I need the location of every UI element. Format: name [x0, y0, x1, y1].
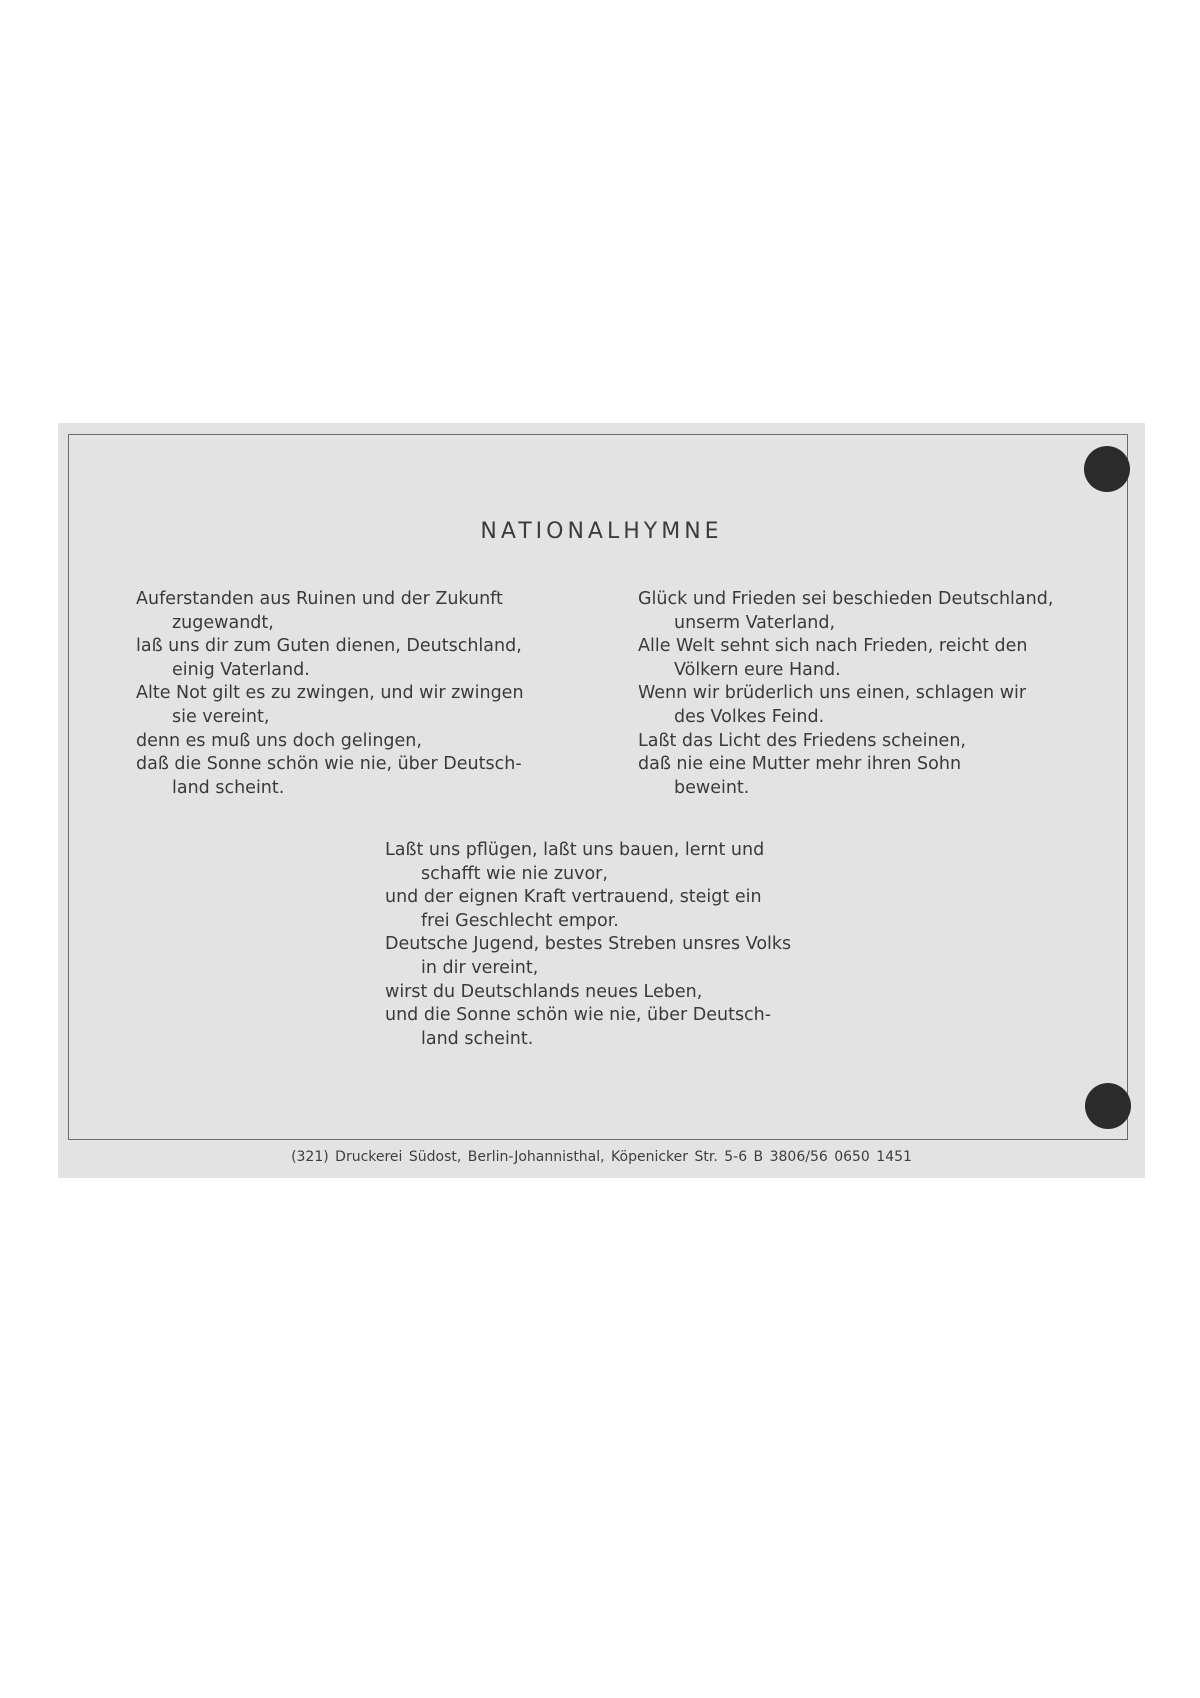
verse-line: und die Sonne schön wie nie, über Deutsch-	[385, 1005, 772, 1026]
verse-line: schafft wie nie zuvor,	[421, 863, 608, 884]
verse-line: laß uns dir zum Guten dienen, Deutschland,	[136, 636, 522, 657]
verse-line: Laßt uns pflügen, laßt uns bauen, lernt und	[385, 840, 765, 860]
verse-line: daß die Sonne schön wie nie, über Deutsch-	[136, 754, 522, 775]
verse-line: Alle Welt sehnt sich nach Frieden, reicht den	[638, 636, 1028, 657]
verse-line: Alte Not gilt es zu zwingen, und wir zwingen	[136, 683, 524, 704]
verse-line: sie vereint,	[172, 706, 270, 727]
verse-line: frei Geschlecht empor.	[421, 910, 619, 931]
verse-line: daß nie eine Mutter mehr ihren Sohn	[638, 754, 962, 775]
verse-line: Wenn wir brüderlich uns einen, schlagen wir	[638, 683, 1027, 704]
verse-line: land scheint.	[172, 777, 285, 798]
verse-line: Deutsche Jugend, bestes Streben unsres Volks	[385, 934, 792, 955]
page-title: NATIONALHYMNE	[480, 519, 723, 544]
stanza-right	[638, 588, 1053, 800]
verse-line: Auferstanden aus Ruinen und der Zukunft	[136, 589, 503, 609]
verse-line: beweint.	[674, 777, 750, 798]
verse-line: und der eignen Kraft vertrauend, steigt ein	[385, 887, 762, 908]
verse-line: denn es muß uns doch gelingen,	[136, 730, 422, 751]
verse-line: wirst du Deutschlands neues Leben,	[385, 981, 703, 1002]
verse-line: Glück und Frieden sei beschieden Deutschland,	[638, 589, 1054, 609]
verse-line: einig Vaterland.	[172, 659, 310, 680]
stanza-center	[385, 839, 791, 1051]
printer-imprint: (321) Druckerei Südost, Berlin-Johannisthal, Köpenicker Str. 5-6 B 3806/56 0650 1451	[291, 1149, 912, 1165]
verse-line: zugewandt,	[172, 612, 274, 633]
verse-line: des Volkes Feind.	[674, 706, 825, 727]
verse-line: unserm Vaterland,	[674, 612, 836, 633]
verse-line: land scheint.	[421, 1028, 534, 1049]
punch-hole-bottom	[1085, 1083, 1131, 1129]
punch-hole-top	[1084, 446, 1130, 492]
verse-line: Völkern eure Hand.	[674, 659, 841, 680]
anthem-card	[58, 423, 1145, 1178]
verse-line: in dir vereint,	[421, 957, 539, 978]
stanza-left	[136, 588, 524, 800]
verse-line: Laßt das Licht des Friedens scheinen,	[638, 730, 966, 751]
